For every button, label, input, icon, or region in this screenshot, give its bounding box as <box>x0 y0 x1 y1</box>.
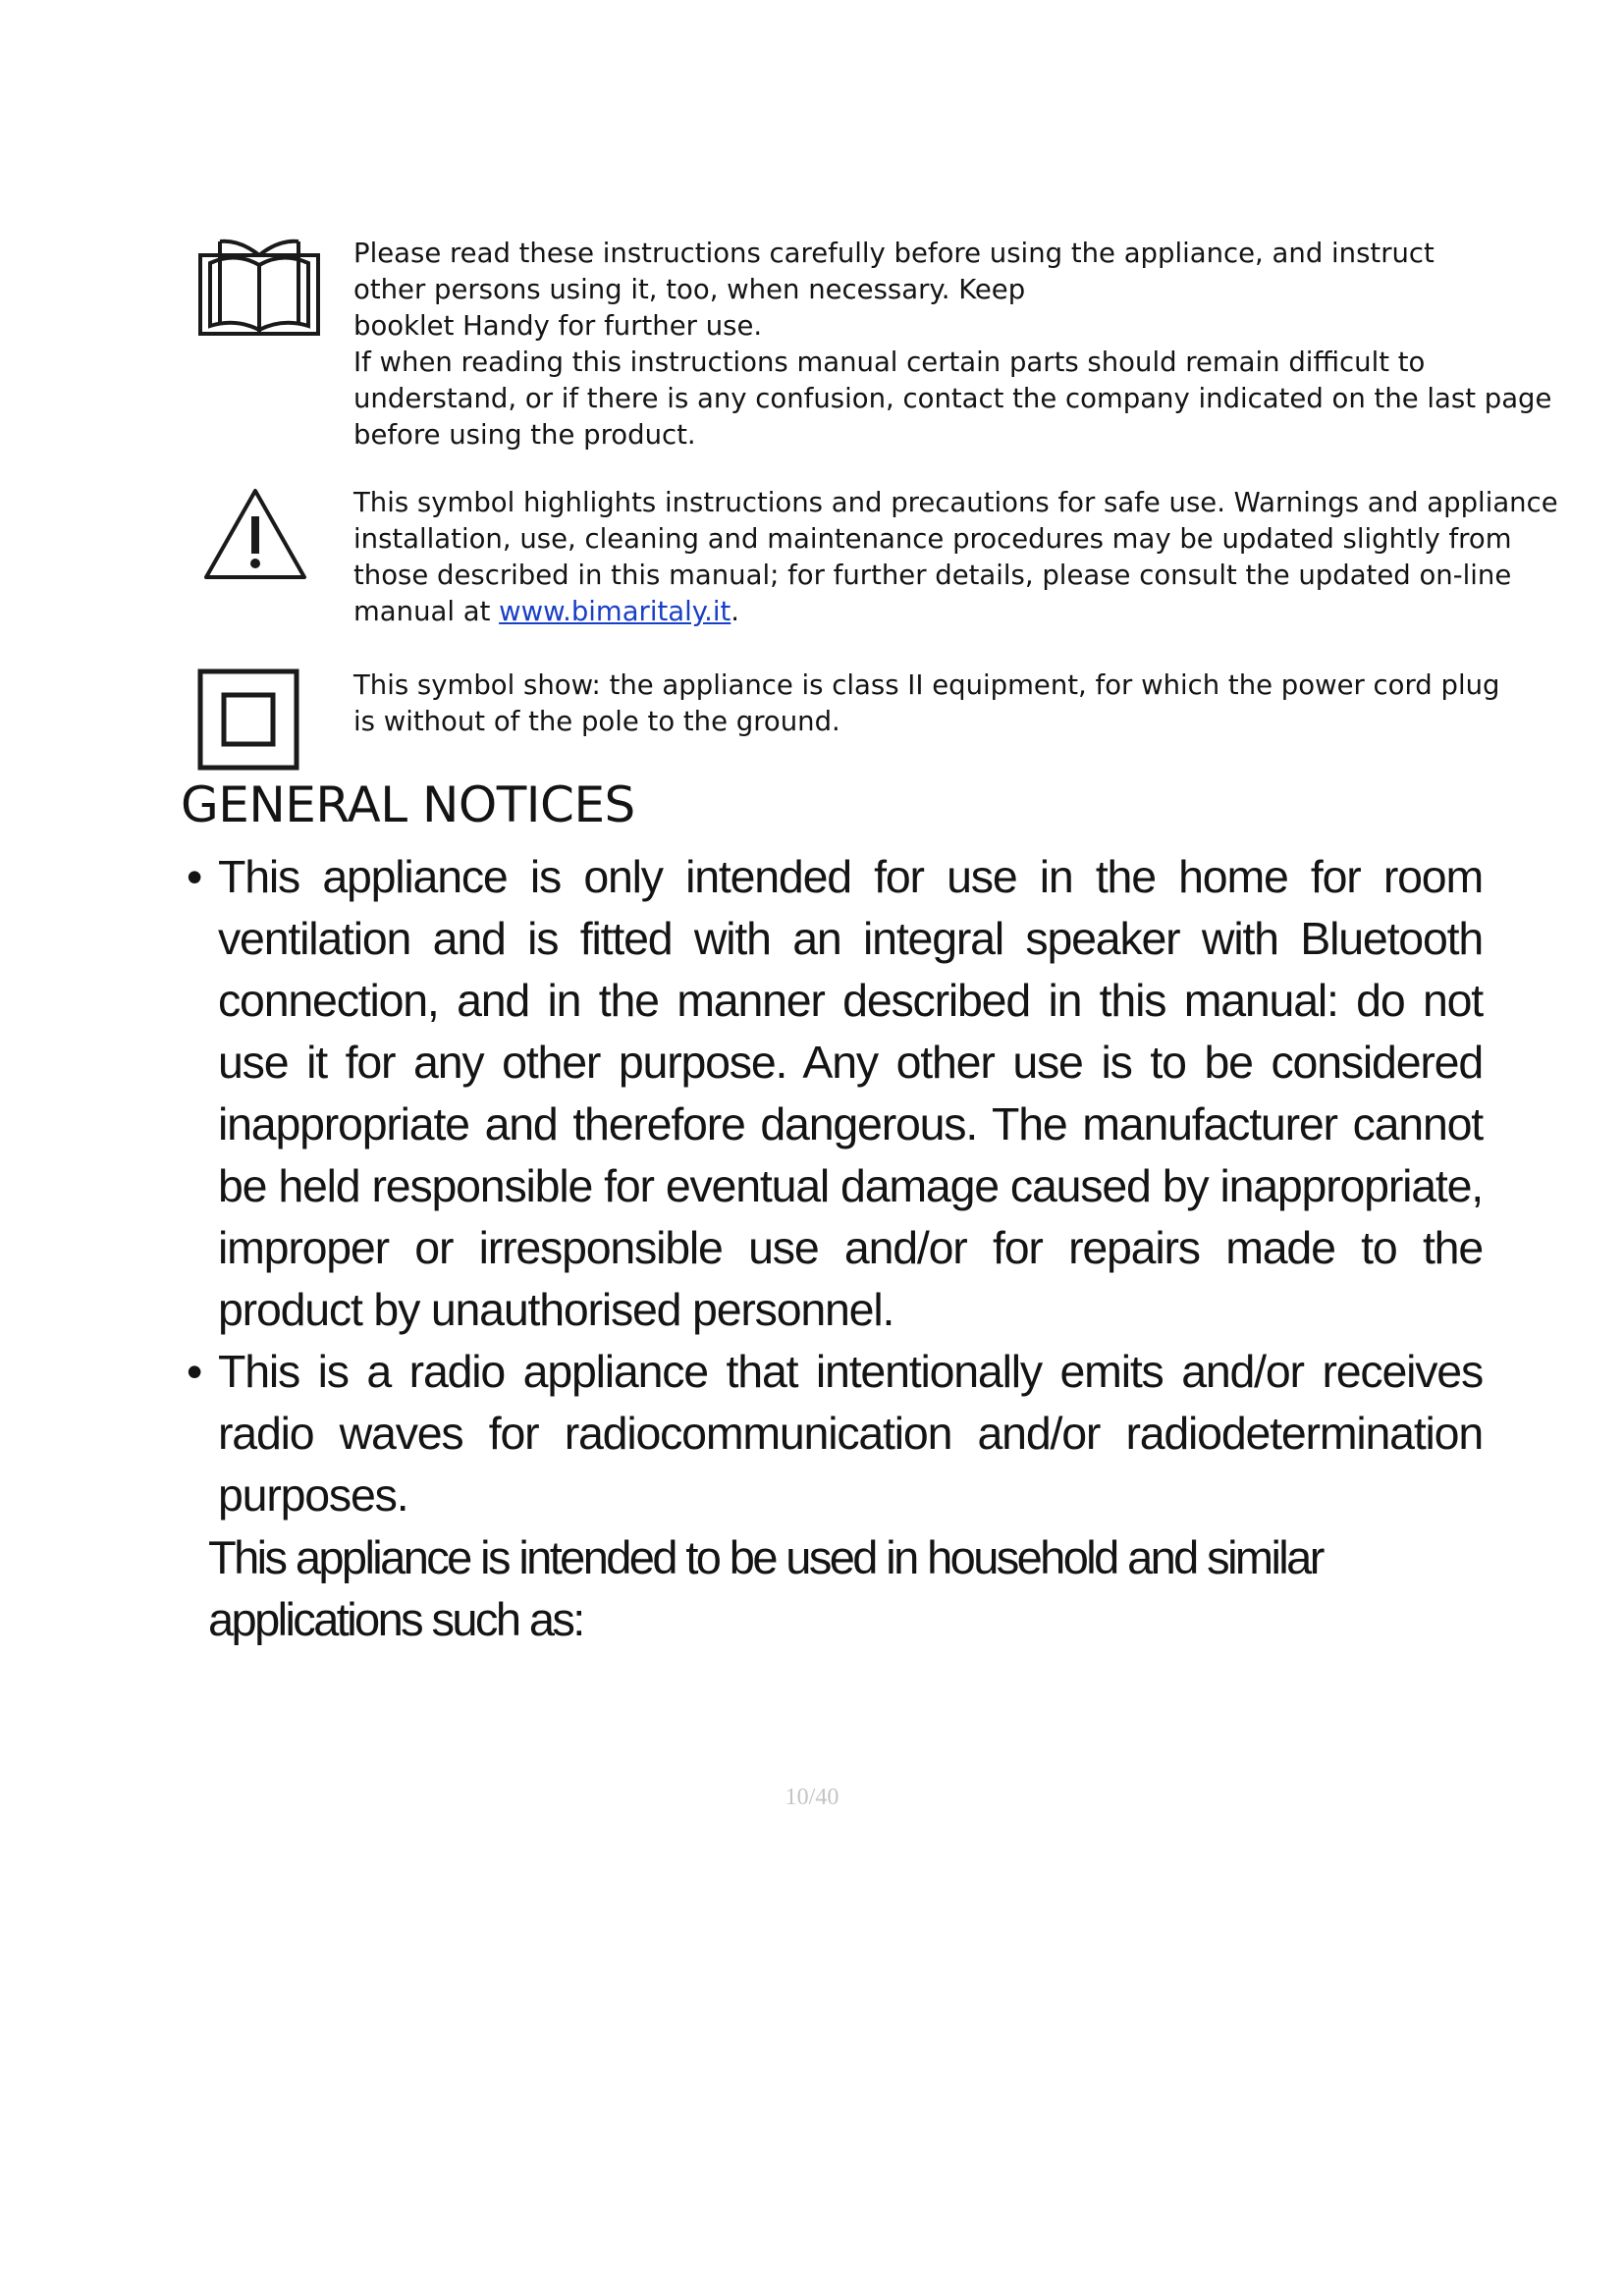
notice-closing-paragraph: This appliance is intended to be used in household and similar applications such as: <box>208 1531 1323 1645</box>
symbol-read-instructions <box>196 236 1552 452</box>
notice-text: This is a radio appliance that intentionally emits and/or receives radio waves for radiocommunication and/or radiodetermination purposes. <box>218 1346 1483 1521</box>
symbol-read-instructions-text <box>353 236 1571 454</box>
notice-bullet-item <box>187 1341 1483 1526</box>
warning-triangle-icon <box>200 485 310 583</box>
general-notices-heading: GENERAL NOTICES <box>181 776 635 833</box>
symbol-class-ii-paragraph: This symbol show: the appliance is class II equipment, for which the power cord plug is without of the pole to the ground. <box>353 669 1500 737</box>
symbol-read-paragraph-2: booklet Handy for further use. <box>353 310 763 342</box>
symbol-class-ii <box>196 667 1500 766</box>
symbol-warning-period: . <box>731 596 740 627</box>
bullet-icon: • <box>187 851 202 902</box>
open-book-icon <box>196 236 322 338</box>
website-link[interactable]: www.bimaritaly.it <box>499 596 731 627</box>
symbol-warning-paragraph: This symbol highlights instructions and precautions for safe use. Warnings and appliance installation, use, cleaning and maintenance procedures may be updated slightly from those described in this manual; for further details, please consult the updated on-line manual at <box>353 487 1558 627</box>
symbol-class-ii-text <box>353 667 1512 740</box>
symbol-warning <box>196 485 1558 632</box>
notice-bullet-item <box>187 846 1483 1341</box>
symbol-read-paragraph-3: If when reading this instructions manual certain parts should remain difficult to understand, or if there is any confusion, contact the company indicated on the last page before using the product. <box>353 347 1552 451</box>
class-ii-double-square-icon <box>196 667 300 772</box>
symbol-read-paragraph-1: Please read these instructions carefully before using the appliance, and instruct other persons using it, too, when necessary. Keep <box>353 238 1435 305</box>
symbol-warning-text <box>353 485 1581 630</box>
page-number: 10/40 <box>785 1785 839 1810</box>
notice-text: This appliance is only intended for use in the home for room ventilation and is fitted with an integral speaker with Bluetooth connection, and in the manner described in this manual: do not use it for any other purpose. Any other use is to be considered inappropriate and therefore dangerous. The manufacturer cannot be held responsible for eventual damage caused by inappropriate, improper or irresponsible use and/or for repairs made to the product by unauthorised personnel. <box>218 851 1483 1335</box>
general-notices-list <box>187 846 1483 1650</box>
bullet-icon: • <box>187 1346 202 1397</box>
